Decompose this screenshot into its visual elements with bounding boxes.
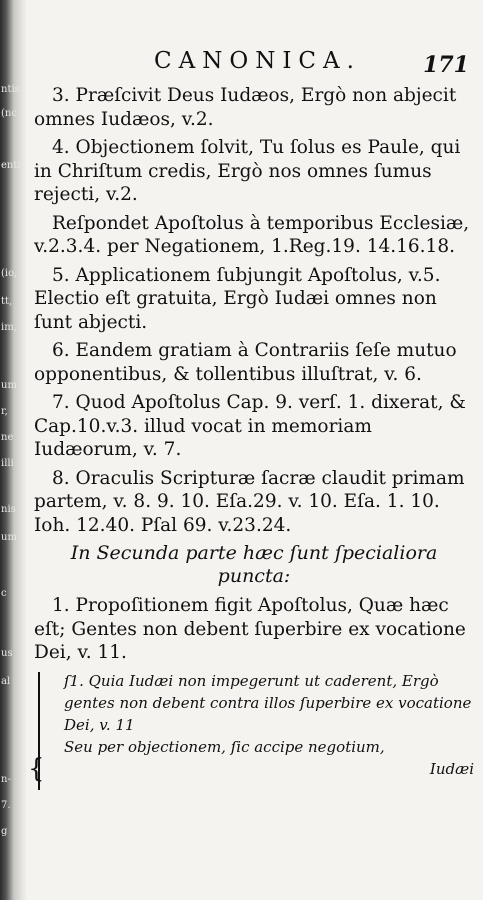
margin-fragment: (io, xyxy=(1,268,18,279)
paragraph: 4. Objectionem ſolvit, Tu ſolus es Paule, qui in Chriſtum credis, Ergò nos omnes ſumus rejecti, v.2. xyxy=(34,137,461,205)
paragraph: 8. Oraculis Scripturæ ſacræ claudit primam partem, v. 8. 9. 10. Eſa.29. v. 10. Eſa. 1. 10. Ioh. 12.40. Pſal 69. v.23.24. xyxy=(34,467,465,536)
margin-fragment: ntis xyxy=(1,84,20,95)
margin-fragment: (nc xyxy=(1,108,17,119)
margin-fragment: c xyxy=(1,588,7,599)
page-number: 171 xyxy=(423,52,469,78)
margin-note xyxy=(34,670,474,780)
paragraph: 7. Quod Apoſtolus Cap. 9. verſ. 1. dixerat, & Cap.10.v.3. illud vocat in memoriam Iudæorum, v. 7. xyxy=(34,392,466,460)
margin-fragment: r, xyxy=(1,406,8,417)
note-line: Iudæi xyxy=(429,759,474,778)
paragraph: Reſpondet Apoſtolus à temporibus Ecclesiæ, v.2.3.4. per Negationem, 1.Reg.19. 14.16.18. xyxy=(34,212,470,257)
margin-fragment: tt, xyxy=(1,296,13,307)
paragraph: 3. Præſcivit Deus Iudæos, Ergò non abjecit omnes Iudæos, v.2. xyxy=(34,85,457,130)
margin-fragment: g xyxy=(1,826,8,837)
margin-fragment: enti xyxy=(1,160,21,171)
margin-fragment: illi xyxy=(1,458,14,469)
margin-fragment: nis xyxy=(1,504,16,515)
page-body xyxy=(34,84,474,780)
paragraph: 1. Propoſitionem figit Apoſtolus, Quæ hæc eſt; Gentes non debent ſuperbire ex vocatione Dei, v. 11. xyxy=(34,595,466,663)
book-page xyxy=(26,0,483,900)
paragraph: 5. Applicationem ſubjungit Apoſtolus, v.5. Electio eſt gratuita, Ergò Iudæi omnes non ſunt abjecti. xyxy=(34,264,441,333)
running-header: CANONICA. xyxy=(154,48,361,74)
margin-fragment: um xyxy=(1,532,17,543)
margin-fragment: im, xyxy=(1,322,17,333)
margin-fragment: ne xyxy=(1,432,14,443)
book-gutter xyxy=(0,0,26,900)
paragraph: 6. Eandem gratiam à Contrariis ſeſe mutuo opponentibus, & tollentibus illuſtrat, v. 6. xyxy=(34,340,457,385)
margin-fragment: 7. xyxy=(1,800,11,811)
note-line: Seu per objectionem, ſic accipe negotium, xyxy=(64,737,385,756)
margin-fragment: um xyxy=(1,380,17,391)
note-line: ſ1. Quia Iudæi non impegerunt ut caderent, Ergò gentes non debent contra illos ſuperbire ex vocatione Dei, v. 11 xyxy=(64,671,472,734)
brace-bracket xyxy=(38,672,54,790)
margin-fragment: al xyxy=(1,676,11,687)
margin-fragment: n- xyxy=(1,774,11,785)
margin-fragment: us xyxy=(1,648,13,659)
section-heading: In Secunda parte hæc ſunt ſpecialiora puncta: xyxy=(70,542,438,587)
